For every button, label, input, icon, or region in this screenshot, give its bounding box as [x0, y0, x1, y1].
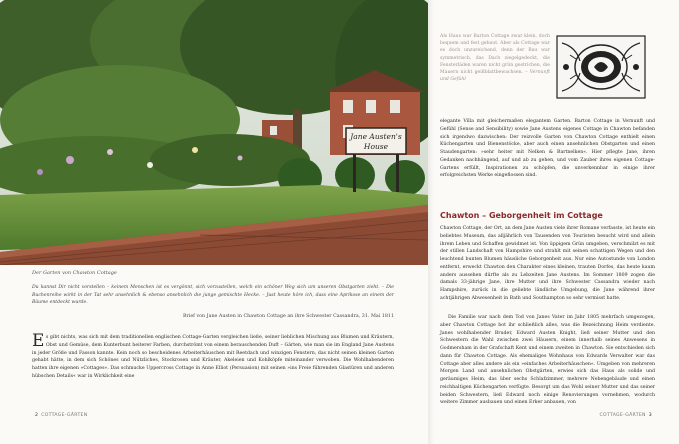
sidebar-quote-source: Vernunft und Gefühl	[440, 70, 550, 83]
garden-photo	[0, 0, 428, 265]
sign-line-1: Jane Austen's	[350, 132, 402, 141]
quote-source: Brief von Jane Austen in Chawton Cottage an ihre Schwester Cassandra, 31. Mai 1811	[182, 314, 394, 319]
left-body-text	[32, 331, 394, 381]
right-paragraph-3: Die Familie war nach dem Tod von Janes Vater im Jahr 1805 mehrfach umgezogen, aber Chawton Cottage bot ihr schließlich alles, was die Bezeichnung Heim verdiente. Janes wohlhabender Bruder, Edward Austen Knight, ließ seiner Mutter und den Schwestern die Wahl zwischen zwei Häusern, einem innerhalb seines Anwesens in Godmersham in der Grafschaft Kent und einem zweiten in Chawton. Sie entschieden sich dann für Chawton Cottage. Als ehemaliges Wohnhaus von Edwards Verwalter war das Cottage aber alles andere als ein »einfaches Arbeiterhäuschen«. Umgeben von mehreren Morgen Land und ansehnlichen Obstgärten, erwies sich das Haus als solide und geräumiges Heim, das über sechs Schlafzimmer, mehrere Nebengebäude und einen reichhaltigen Küchengarten verfügte. Besorgt um das Wohl seiner Mutter und das seiner beiden Schwestern, ließ Edward noch einige Renovierungen vornehmen, wodurch weitere Zimmer ausbauen und einen Erker anbauen, von	[440, 315, 655, 406]
woodcut-ornament	[556, 35, 646, 99]
footer-right	[600, 413, 656, 418]
page-number-left: 2	[35, 413, 39, 418]
drop-cap: E	[32, 331, 45, 351]
right-paragraph-2: Chawton Cottage, der Ort, an dem Jane Austen viele ihrer Romane verfasste, ist heute ein beliebtes Museum, das alljährlich von Tausenden von Touristen besucht wird und allein ihrem Leben und Schaffen gewidmet ist. Von üppigem Grün umgeben, verschmilzt es mit der stillen Landschaft von Hampshire und strahlt mit seinen schattigen Wegen und den leuchtend bunten Blumen häusliche Geborgenheit aus. Nur eine Autostunde von London entfernt, erweckt Chawton den Charakter eines kleinen, trauten Dorfes, das heute kaum anders aussehen dürfte als zu Lebzeiten Jane Austens. Im Sommer 1809 zogen die damals 33-jährige Jane, ihre Mutter und ihre Schwester Cassandra wieder nach Hampshire, zurück in die geliebte ländliche Umgebung, die Jane während ihrer achtjährigen Abwesenheit in Bath und Southampton so sehr vermisst hatte.	[440, 226, 655, 301]
footer-right-label: COTTAGE-GÄRTEN	[599, 413, 646, 418]
sidebar-quote-text: Als Haus war Barton Cottage zwar klein, doch bequem und fest gebaut. Aber als Cottage war es doch unzureichend, denn der Bau war symmetrisch, das Dach ziegelgedeckt, die Fensterläden waren nicht grün gestrichen, die Mauern nicht geißblattbewachsen. –	[440, 34, 550, 76]
right-paragraph-1: elegante Villa mit gleichermaßen elegantem Garten. Barton Cottage in Vernunft und Gefühl (Sense and Sensibility) sowie Jane Austens eigenes Cottage in Chawton befanden sich irgendwo dazwischen: Der reizvolle Garten von Chawton Cottage enthielt einen Küchengarten und Bienenstöcke, aber auch einen ansehnlichen Obstgarten und einen Staudengarten: »sehr heiter mit Nelken & Bartnelken«. Hier pflegte Jane, ihren Gedanken nachhängend, auf und ab zu gehen, und vom Zauber ihres eigenen Cottage-Gartens erfüllt, Inspirationen zu schöpfen, die unverkennbar in einige ihrer erfolgreichsten Werke eingeflossen sind.	[440, 119, 655, 179]
letter-quote: Du kannst Dir nicht vorstellen – keinem Menschen ist es vergönnt, sich vorzustellen, welch ein schöner Weg sich um unseren Obstgarten zieht. – Die Buchenreihe wirkt in der Tat sehr ansehnlich & ebenso ansehnlich die junge gemischte Hecke. – Just heute höre ich, dass eine Aprikose an einem der Bäume entdeckt wurde.	[32, 285, 394, 306]
footer-left	[32, 413, 88, 418]
page-number-right: 3	[648, 413, 652, 418]
sidebar-quote	[440, 33, 550, 83]
garden-illustration	[0, 0, 428, 265]
footer-left-label: COTTAGE-GÄRTEN	[41, 413, 88, 418]
left-body-paragraph: s gibt nichts, was sich mit dem traditionellen englischen Cottage-Garten vergleichen ließe, seiner lieblichen Mischung aus Blumen und Kräutern, Obst und Gemüse, dem Kunterbunt heiterer Farben, durchströmt von einem berauschenden Duft – Gärten, wie man sie im England Jane Austens in jeder Größe und Fasson kannte. Kein noch so bescheidenes Arbeiterhäuschen mit Reetdach und winzigen Fenstern, das nicht seinen kleinen Garten gehabt hätte, in dem sich Schönes und Nützliches, Stockrosen und Kräuter, Akeleien und Kohlköpfe miteinander verwoben. Die Wohlhabenderen hatten ihre eigenen »Cottages«. Das schmucke Uppercross Cottage in Anne Elliot (Persuasion) mit seinen »ins Freie führenden Glastüren und anderen hübschen Details« war in Wirklichkeit eine	[32, 335, 394, 379]
photo-caption: Der Garten von Chawton Cottage	[32, 270, 117, 276]
page-gutter	[428, 0, 434, 444]
section-heading: Chawton – Geborgenheit im Cottage	[440, 211, 603, 220]
sign-line-2: House	[363, 142, 389, 151]
